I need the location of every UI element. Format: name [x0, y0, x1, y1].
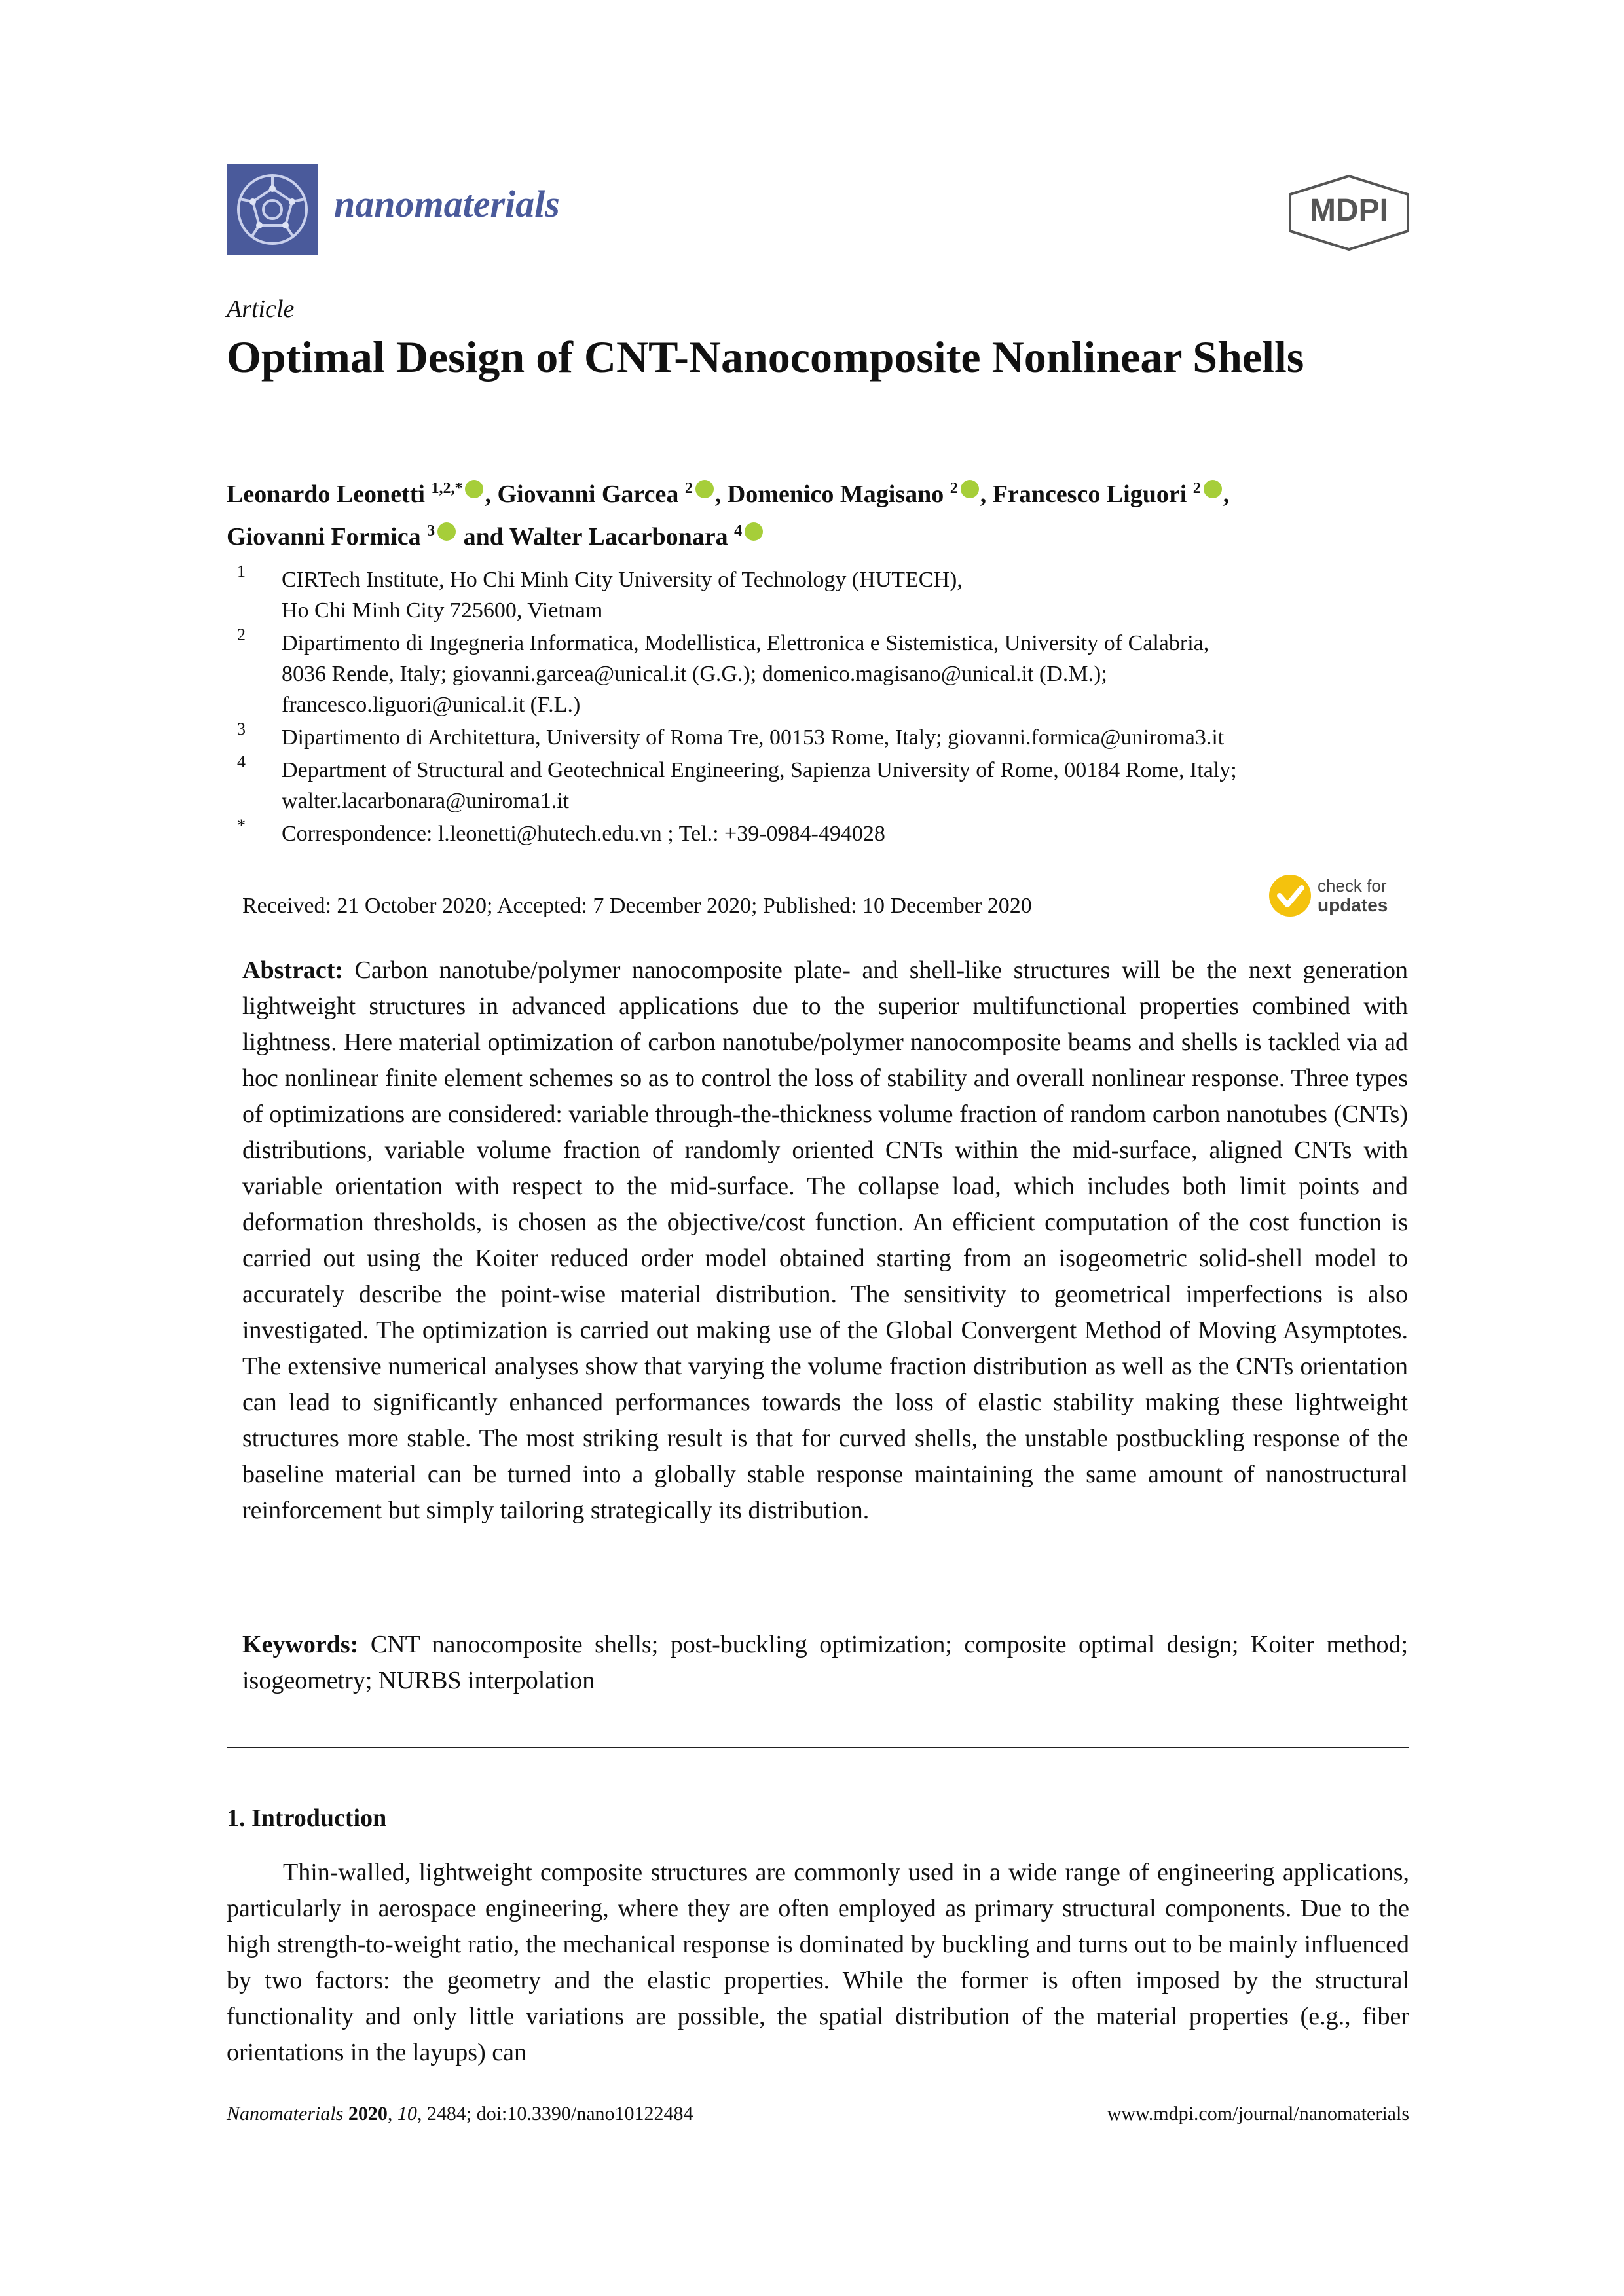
author-name: Walter Lacarbonara [509, 523, 728, 551]
publisher-logo [1283, 173, 1414, 252]
author-affiliation-mark: 3 [427, 522, 435, 539]
author-name: Giovanni Garcea [497, 481, 679, 508]
footer-doi: , 2484; doi:10.3390/nano10122484 [416, 2103, 693, 2124]
author-affiliation-mark: 4 [734, 522, 743, 539]
orcid-icon[interactable] [961, 480, 979, 498]
affiliation-line: francesco.liguori@unical.it (F.L.) [282, 693, 581, 717]
abstract [242, 953, 1408, 1529]
author-affiliation-mark: 2 [950, 480, 958, 497]
author-affiliation-mark: 2 [1192, 480, 1201, 497]
author-name: Francesco Liguori [992, 481, 1187, 508]
orcid-icon[interactable] [695, 480, 714, 498]
affiliation-line: Ho Chi Minh City 725600, Vietnam [282, 598, 603, 623]
footer-year: 2020 [348, 2103, 388, 2124]
paper-title: Optimal Design of CNT-Nanocomposite Nonlinear Shells [227, 332, 1304, 382]
orcid-icon[interactable] [465, 480, 483, 498]
introduction-paragraph: Thin-walled, lightweight composite structures are commonly used in a wide range of engineering applications, particularly in aerospace engineering, where they are often employed as primary structural components. Due to the high strength-to-weight ratio, the mechanical response is dominated by buckling and turns out to be mainly influenced by two factors: the geometry and the elastic properties. While the former is often imposed by the structural functionality and only little variations are possible, the spatial distribution of the material properties (e.g., fiber orientations in the layups) can [227, 1859, 1409, 2066]
article-type: Article [227, 295, 295, 323]
update-badge-line1: check for [1318, 876, 1387, 896]
publication-dates: Received: 21 October 2020; Accepted: 7 December 2020; Published: 10 December 2020 [242, 894, 1032, 918]
affiliation-line: 8036 Rende, Italy; giovanni.garcea@unical.it (G.G.); domenico.magisano@unical.it (D.M.); [282, 662, 1107, 686]
affiliation-mark: * [237, 816, 246, 835]
footer-citation: Nanomaterials 2020, 10, 2484; doi:10.3390/nano10122484 [227, 2103, 693, 2124]
footer-journal-url[interactable]: www.mdpi.com/journal/nanomaterials [1107, 2103, 1409, 2124]
footer-volume: 10 [397, 2103, 417, 2124]
check-for-updates-badge[interactable] [1265, 869, 1416, 922]
author-list [227, 470, 1405, 555]
keywords [242, 1627, 1408, 1699]
keywords-label: Keywords: [242, 1631, 359, 1658]
author-separator: , [714, 481, 728, 508]
affiliation-line: Dipartimento di Ingegneria Informatica, Modellistica, Elettronica e Sistemistica, University of Calabria, [282, 631, 1209, 655]
orcid-icon[interactable] [437, 522, 456, 541]
abstract-text: Carbon nanotube/polymer nanocomposite plate- and shell-like structures will be the next generation lightweight structures in advanced applications due to the superior multifunctional properties combined with lightness. Here material optimization of carbon nanotube/polymer nanocomposite beams and shells is tackled via ad hoc nonlinear finite element schemes so as to control the loss of stability and overall nonlinear response. Three types of optimizations are considered: variable through-the-thickness volume fraction of random carbon nanotubes (CNTs) distributions, variable volume fraction of randomly oriented CNTs within the mid-surface, aligned CNTs with variable orientation with respect to the mid-surface. The collapse load, which includes both limit points and deformation thresholds, is chosen as the objective/cost function. An efficient computation of the cost function is carried out using the Koiter reduced order model obtained starting from an isogeometric solid-shell model to accurately describe the point-wise material distribution. The sensitivity to geometrical imperfections is also investigated. The optimization is carried out making use of the Global Convergent Method of Moving Asymptotes. The extensive numerical analyses show that varying the volume fraction distribution as well as the CNTs orientation can lead to significantly enhanced performances towards the loss of elastic stability making these lightweight structures more stable. The most striking result is that for curved shells, the unstable postbuckling response of the baseline material can be turned into a globally stable response maintaining the same amount of nanostructural reinforcement but simply tailoring strategically its distribution. [242, 957, 1408, 1524]
author-name: Leonardo Leonetti [227, 481, 425, 508]
author-separator: and [457, 523, 509, 551]
affiliation-line: Department of Structural and Geotechnical Engineering, Sapienza University of Rome, 00184 Rome, Italy; [282, 758, 1237, 782]
journal-logo-icon [227, 164, 318, 255]
section-heading: 1. Introduction [227, 1804, 387, 1832]
author-name: Giovanni Formica [227, 523, 421, 551]
update-badge-line2: updates [1318, 895, 1388, 915]
affiliation-mark: 4 [237, 752, 246, 771]
affiliation-line: CIRTech Institute, Ho Chi Minh City University of Technology (HUTECH), [282, 568, 963, 592]
publisher-name: MDPI [1310, 193, 1388, 228]
orcid-icon[interactable] [745, 522, 763, 541]
author-separator: , [485, 481, 498, 508]
affiliation-line: Dipartimento di Architettura, University of Roma Tre, 00153 Rome, Italy; giovanni.formica@uniroma3.it [282, 725, 1225, 750]
footer-journal: Nanomaterials [227, 2103, 344, 2124]
author-separator: , [1223, 481, 1230, 508]
affiliation-mark: 2 [237, 625, 246, 644]
author-affiliation-mark: 2 [684, 480, 693, 497]
check-icon [1269, 875, 1311, 917]
orcid-icon[interactable] [1204, 480, 1222, 498]
author-separator: , [980, 481, 993, 508]
affiliation-mark: 3 [237, 720, 246, 738]
author-name: Domenico Magisano [727, 481, 944, 508]
affiliation-mark: 1 [237, 562, 246, 581]
journal-name: nanomaterials [334, 183, 560, 225]
keywords-text: CNT nanocomposite shells; post-buckling optimization; composite optimal design; Koiter method; isogeometry; NURBS interpolation [242, 1631, 1408, 1694]
author-affiliation-mark: 1,2,* [431, 480, 463, 497]
abstract-label: Abstract: [242, 957, 344, 984]
affiliation-line: Correspondence: l.leonetti@hutech.edu.vn ; Tel.: +39-0984-494028 [282, 822, 885, 846]
affiliation-line: walter.lacarbonara@uniroma1.it [282, 789, 570, 813]
section-divider [227, 1747, 1409, 1748]
